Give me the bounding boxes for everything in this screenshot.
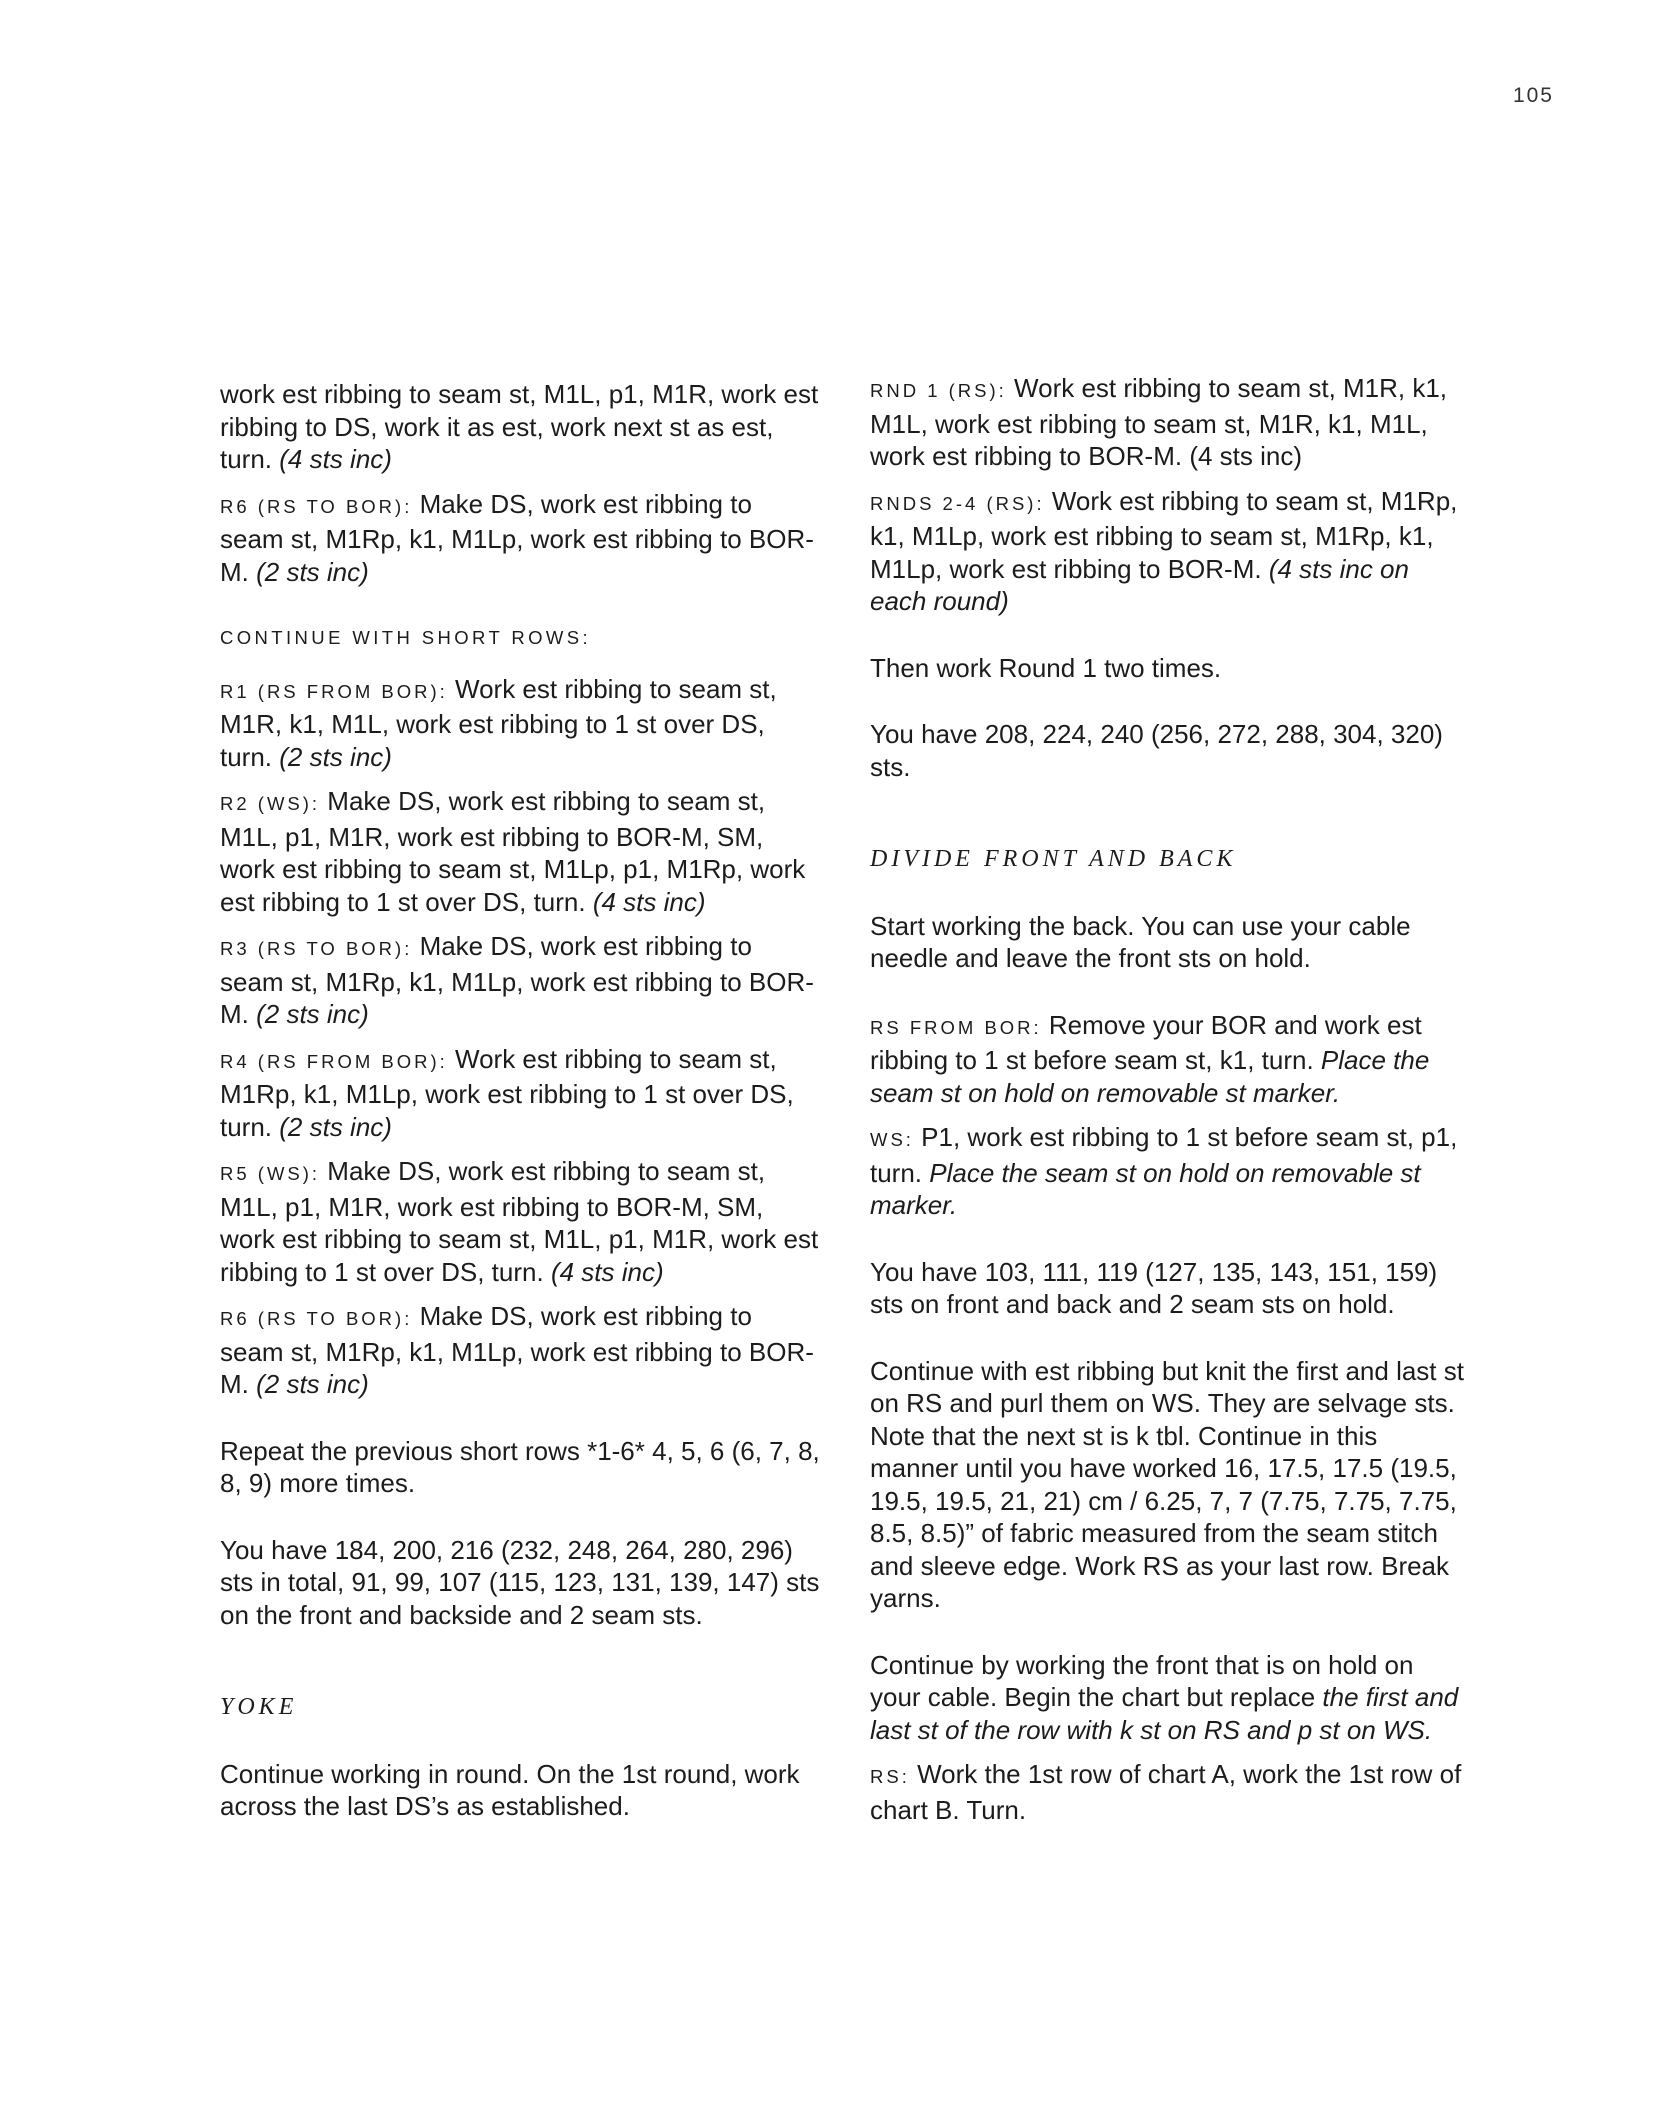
instruction-r6: R6 (RS TO BOR): Make DS, work est ribbing to seam st, M1Rp, k1, M1Lp, work est ribbing to BOR-M. (2 sts inc) (220, 1301, 814, 1399)
instruction-r1: R1 (RS FROM BOR): Work est ribbing to seam st, M1R, k1, M1L, work est ribbing to 1 st over DS, turn. (2 sts inc) (220, 673, 777, 772)
instruction-rnd1: RND 1 (RS): Work est ribbing to seam st, M1R, k1, M1L, work est ribbing to seam st, M1R, k1, M1L, work est ribbing to BOR-M. (4 sts inc) (870, 373, 1448, 471)
note: (4 sts inc) (592, 886, 706, 917)
then-instruction: Then work Round 1 two times. (870, 652, 1222, 683)
start-back-text: Start working the back. You can use your cable needle and leave the front sts on hold. (870, 910, 1411, 973)
stitch-count-total: You have 184, 200, 216 (232, 248, 264, 280, 296) sts in total, 91, 99, 107 (115, 123, 131, 139, 147) sts on the front and backside and 2 seam sts. (220, 1534, 820, 1630)
stitch-count-yoke: You have 208, 224, 240 (256, 272, 288, 304, 320) sts. (870, 719, 1443, 782)
row-label: RNDS 2-4 (RS): (870, 492, 1045, 514)
repeat-instruction: Repeat the previous short rows *1-6* 4, 5, 6 (6, 7, 8, 8, 9) more times. (220, 1435, 820, 1498)
continue-ribbing-text: Continue with est ribbing but knit the first and last st on RS and purl them on WS. They are selvage sts. Note that the next st is k tbl. Continue in this manner until you have worked 16, 17.5, 17.5 (19.5, 19.5, 19.5, 21, 21) cm / 6.25, 7, 7 (7.75, 7.75, 7.75, 8.5, 8.5)” of fabric measured from the seam stitch and sleeve edge. Work RS as your last row. Break yarns. (870, 1355, 1464, 1613)
note: the first and last st of the row with k st on RS and p st on WS. (870, 1682, 1459, 1745)
instruction-r5: R5 (WS): Make DS, work est ribbing to seam st, M1L, p1, M1R, work est ribbing to BOR-M, SM, work est ribbing to seam st, M1L, p1, M1R, work est ribbing to 1 st over DS, turn. (4 sts inc) (220, 1156, 819, 1287)
instruction-rs-chart: RS: Work the 1st row of chart A, work the 1st row of chart B. Turn. (870, 1759, 1462, 1825)
note: (2 sts inc) (279, 1111, 392, 1142)
left-column (220, 378, 820, 1835)
heading-short-rows: CONTINUE WITH SHORT ROWS: (220, 627, 592, 648)
instruction-r4: R4 (RS FROM BOR): Work est ribbing to seam st, M1Rp, k1, M1Lp, work est ribbing to 1 st over DS, turn. (2 sts inc) (220, 1043, 794, 1142)
note: (2 sts inc) (256, 999, 369, 1029)
instruction-rnds-2-4: RNDS 2-4 (RS): Work est ribbing to seam st, M1Rp, k1, M1Lp, work est ribbing to seam st, M1Rp, k1, M1Lp, work est ribbing to BOR-M. (4 sts inc on each round) (870, 485, 1458, 616)
row-label: RND 1 (RS): (870, 380, 1007, 401)
right-column (870, 372, 1470, 1838)
section-heading-yoke: YOKE (220, 1694, 298, 1720)
row-label: R3 (RS TO BOR): (220, 938, 413, 959)
row-label: WS: (870, 1129, 914, 1150)
note: Place the seam st on hold on removable st marker. (870, 1157, 1421, 1220)
instruction-r3: R3 (RS TO BOR): Make DS, work est ribbing to seam st, M1Rp, k1, M1Lp, work est ribbing to BOR-M. (2 sts inc) (220, 931, 814, 1029)
row-label: R2 (WS): (220, 793, 321, 814)
section-heading-divide: DIVIDE FRONT AND BACK (870, 846, 1237, 872)
note: (2 sts inc) (256, 556, 369, 587)
instruction-r6-initial: R6 (RS TO BOR): Make DS, work est ribbing to seam st, M1Rp, k1, M1Lp, work est ribbing to BOR-M. (2 sts inc) (220, 488, 814, 587)
note: Place the seam st on hold on removable st marker. (870, 1045, 1430, 1108)
note: (2 sts inc) (279, 741, 392, 772)
page-number: 105 (1512, 84, 1554, 107)
note: (4 sts inc) (550, 1256, 664, 1287)
row-label: R5 (WS): (220, 1163, 321, 1184)
row-label: RS: (870, 1766, 910, 1787)
instruction-rs-from-bor: RS FROM BOR: Remove your BOR and work est ribbing to 1 st before seam st, k1, turn. Place the seam st on hold on removable st marker. (870, 1009, 1430, 1108)
note: (4 sts inc on each round) (870, 553, 1409, 616)
row-label: R6 (RS TO BOR): (220, 1308, 413, 1329)
row-label: R1 (RS FROM BOR): (220, 680, 448, 702)
instruction-r2: R2 (WS): Make DS, work est ribbing to seam st, M1L, p1, M1R, work est ribbing to BOR-M, SM, work est ribbing to seam st, M1Lp, p1, M1Rp, work est ribbing to 1 st over DS, turn. (4 sts inc) (220, 786, 806, 917)
note: (4 sts inc) (279, 444, 392, 474)
row-label: RS FROM BOR: (870, 1016, 1042, 1038)
note: (2 sts inc) (256, 1369, 369, 1399)
row-label: R4 (RS FROM BOR): (220, 1050, 448, 1072)
yoke-text: Continue working in round. On the 1st round, work across the last DS’s as established. (220, 1758, 800, 1821)
stitch-count-back: You have 103, 111, 119 (127, 135, 143, 151, 159) sts on front and back and 2 seam sts on hold. (870, 1256, 1438, 1319)
instruction-ws: WS: P1, work est ribbing to 1 st before seam st, p1, turn. Place the seam st on hold on removable st marker. (870, 1122, 1458, 1220)
row-label: R6 (RS TO BOR): (220, 495, 413, 517)
continue-front-text: Continue by working the front that is on hold on your cable. Begin the chart but replace the first and last st of the row with k st on RS and p st on WS. (870, 1649, 1459, 1745)
paragraph-continuation: work est ribbing to seam st, M1L, p1, M1R, work est ribbing to DS, work it as est, work next st as est, turn. (4 sts inc) (220, 379, 819, 474)
